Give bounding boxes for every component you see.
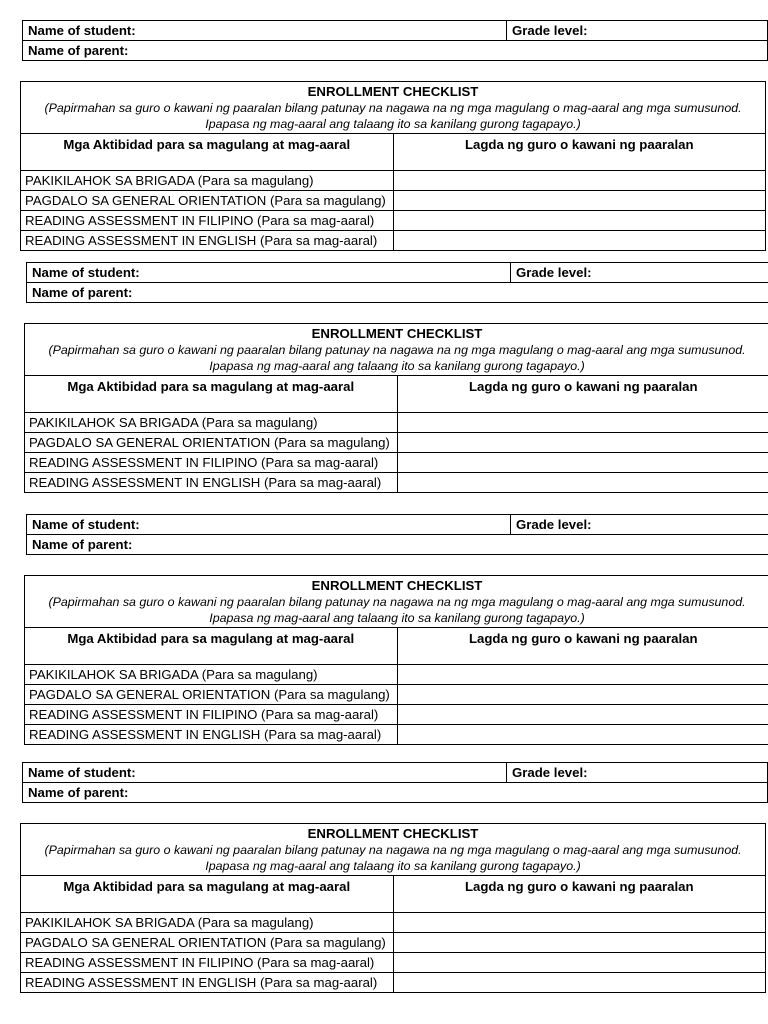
student-info-table [22, 762, 768, 803]
activity-label: PAKIKILAHOK SA BRIGADA (Para sa magulang) [25, 665, 398, 685]
signature-cell[interactable] [393, 933, 766, 953]
signature-cell[interactable] [397, 725, 768, 745]
signature-cell[interactable] [397, 453, 768, 473]
signature-column-header: Lagda ng guro o kawani ng paaralan [397, 376, 768, 413]
signature-cell[interactable] [393, 953, 766, 973]
name-of-student-field[interactable]: Name of student: [27, 515, 511, 535]
activities-column-header: Mga Aktibidad para sa magulang at mag-aaral [25, 376, 398, 413]
signature-cell[interactable] [397, 685, 768, 705]
signature-cell[interactable] [393, 231, 766, 251]
enrollment-checklist-table [24, 575, 768, 745]
signature-column-header: Lagda ng guro o kawani ng paaralan [393, 876, 766, 913]
signature-cell[interactable] [393, 973, 766, 993]
checklist-header [21, 824, 766, 876]
signature-cell[interactable] [393, 913, 766, 933]
activity-label: READING ASSESSMENT IN FILIPINO (Para sa mag-aaral) [25, 453, 398, 473]
signature-column-header: Lagda ng guro o kawani ng paaralan [393, 134, 766, 171]
activity-label: READING ASSESSMENT IN FILIPINO (Para sa mag-aaral) [25, 705, 398, 725]
name-of-parent-field[interactable]: Name of parent: [27, 283, 768, 303]
enrollment-checklist-table [20, 81, 766, 251]
student-info-table [26, 514, 768, 555]
activity-label: PAKIKILAHOK SA BRIGADA (Para sa magulang) [21, 171, 394, 191]
enrollment-checklist-table [24, 323, 768, 493]
activities-column-header: Mga Aktibidad para sa magulang at mag-aaral [25, 628, 398, 665]
checklist-instruction: (Papirmahan sa guro o kawani ng paaralan bilang patunay na nagawa na ng mga magulang o mag-aaral ang mga sumusunod. Ipapasa ng mag-aaral ang talaang ito sa kanilang gurong tagapayo.) [48, 595, 746, 625]
signature-cell[interactable] [393, 211, 766, 231]
activity-label: PAGDALO SA GENERAL ORIENTATION (Para sa magulang) [25, 685, 398, 705]
checklist-instruction: (Papirmahan sa guro o kawani ng paaralan bilang patunay na nagawa na ng mga magulang o mag-aaral ang mga sumusunod. Ipapasa ng mag-aaral ang talaang ito sa kanilang gurong tagapayo.) [44, 843, 742, 873]
activity-label: PAKIKILAHOK SA BRIGADA (Para sa magulang) [25, 413, 398, 433]
checklist-header [25, 576, 768, 628]
checklist-title: ENROLLMENT CHECKLIST [307, 84, 479, 99]
activity-label: READING ASSESSMENT IN ENGLISH (Para sa mag-aaral) [25, 473, 398, 493]
signature-cell[interactable] [397, 705, 768, 725]
signature-column-header: Lagda ng guro o kawani ng paaralan [397, 628, 768, 665]
checklist-title: ENROLLMENT CHECKLIST [307, 826, 479, 841]
student-info-table [22, 20, 768, 61]
activity-label: READING ASSESSMENT IN ENGLISH (Para sa mag-aaral) [21, 973, 394, 993]
checklist-instruction: (Papirmahan sa guro o kawani ng paaralan bilang patunay na nagawa na ng mga magulang o mag-aaral ang mga sumusunod. Ipapasa ng mag-aaral ang talaang ito sa kanilang gurong tagapayo.) [44, 101, 742, 131]
checklist-header [21, 82, 766, 134]
name-of-student-field[interactable]: Name of student: [27, 263, 511, 283]
activity-label: READING ASSESSMENT IN FILIPINO (Para sa mag-aaral) [21, 953, 394, 973]
activity-label: READING ASSESSMENT IN FILIPINO (Para sa mag-aaral) [21, 211, 394, 231]
name-of-parent-field[interactable]: Name of parent: [27, 535, 768, 555]
checklist-instruction: (Papirmahan sa guro o kawani ng paaralan bilang patunay na nagawa na ng mga magulang o mag-aaral ang mga sumusunod. Ipapasa ng mag-aaral ang talaang ito sa kanilang gurong tagapayo.) [48, 343, 746, 373]
checklist-header [25, 324, 768, 376]
signature-cell[interactable] [397, 473, 768, 493]
activity-label: PAKIKILAHOK SA BRIGADA (Para sa magulang) [21, 913, 394, 933]
enrollment-checklist-table [20, 823, 766, 993]
name-of-student-field[interactable]: Name of student: [23, 763, 507, 783]
activity-label: PAGDALO SA GENERAL ORIENTATION (Para sa magulang) [21, 933, 394, 953]
grade-level-field[interactable]: Grade level: [507, 763, 768, 783]
checklist-title: ENROLLMENT CHECKLIST [311, 326, 483, 341]
activity-label: PAGDALO SA GENERAL ORIENTATION (Para sa magulang) [25, 433, 398, 453]
name-of-parent-field[interactable]: Name of parent: [23, 783, 768, 803]
grade-level-field[interactable]: Grade level: [511, 263, 768, 283]
activity-label: READING ASSESSMENT IN ENGLISH (Para sa mag-aaral) [21, 231, 394, 251]
activity-label: READING ASSESSMENT IN ENGLISH (Para sa mag-aaral) [25, 725, 398, 745]
grade-level-field[interactable]: Grade level: [507, 21, 768, 41]
signature-cell[interactable] [397, 413, 768, 433]
signature-cell[interactable] [397, 433, 768, 453]
grade-level-field[interactable]: Grade level: [511, 515, 768, 535]
checklist-title: ENROLLMENT CHECKLIST [311, 578, 483, 593]
student-info-table [26, 262, 768, 303]
name-of-student-field[interactable]: Name of student: [23, 21, 507, 41]
signature-cell[interactable] [393, 191, 766, 211]
activity-label: PAGDALO SA GENERAL ORIENTATION (Para sa magulang) [21, 191, 394, 211]
signature-cell[interactable] [397, 665, 768, 685]
activities-column-header: Mga Aktibidad para sa magulang at mag-aaral [21, 134, 394, 171]
signature-cell[interactable] [393, 171, 766, 191]
activities-column-header: Mga Aktibidad para sa magulang at mag-aaral [21, 876, 394, 913]
name-of-parent-field[interactable]: Name of parent: [23, 41, 768, 61]
